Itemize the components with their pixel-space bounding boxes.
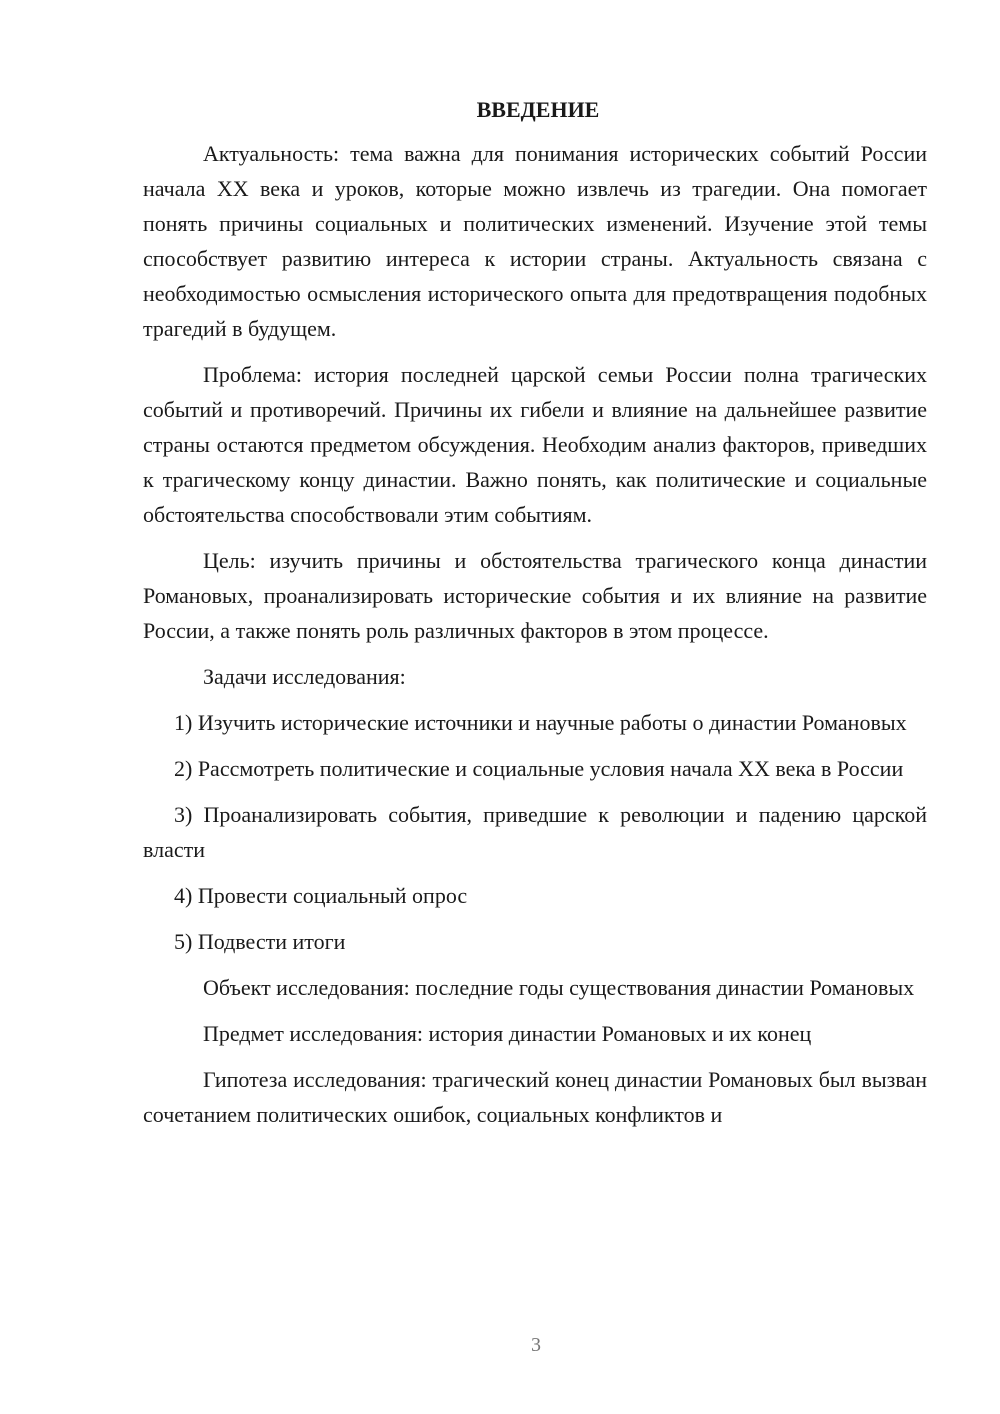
page-number: 3	[531, 1334, 541, 1356]
subject-paragraph: Предмет исследования: история династии Романовых и их конец	[203, 1021, 812, 1046]
problem-paragraph: Проблема: история последней царской семьи России полна трагических событий и противоречий. Причины их гибели и влияние на дальнейшее развитие страны остаются предметом обсуждения. Необходим анализ факторов, приведших к трагическому концу династии. Важно понять, как политические и социальные обстоятельства способствовали этим событиям.	[143, 362, 927, 527]
task-item-4: 4) Провести социальный опрос	[174, 883, 468, 908]
page-content	[143, 95, 927, 1143]
hypothesis-paragraph: Гипотеза исследования: трагический конец династии Романовых был вызван сочетанием политических ошибок, социальных конфликтов и	[143, 1067, 927, 1127]
relevance-paragraph: Актуальность: тема важна для понимания исторических событий России начала XX века и уроков, которые можно извлечь из трагедии. Она помогает понять причины социальных и политических изменений. Изучение этой темы способствует развитию интереса к истории страны. Актуальность связана с необходимостью осмысления исторического опыта для предотвращения подобных трагедий в будущем.	[143, 141, 927, 341]
object-paragraph: Объект исследования: последние годы существования династии Романовых	[203, 975, 915, 1000]
goal-paragraph: Цель: изучить причины и обстоятельства трагического конца династии Романовых, проанализировать исторические события и их влияние на развитие России, а также понять роль различных факторов в этом процессе.	[143, 548, 927, 643]
task-item-5: 5) Подвести итоги	[174, 929, 346, 954]
tasks-title: Задачи исследования:	[203, 664, 406, 689]
task-item-2: 2) Рассмотреть политические и социальные условия начала XX века в России	[174, 756, 904, 781]
task-item-3: 3) Проанализировать события, приведшие к революции и падению царской власти	[143, 802, 927, 862]
task-item-1: 1) Изучить исторические источники и научные работы о династии Романовых	[174, 710, 907, 735]
section-heading: ВВЕДЕНИЕ	[476, 97, 600, 122]
